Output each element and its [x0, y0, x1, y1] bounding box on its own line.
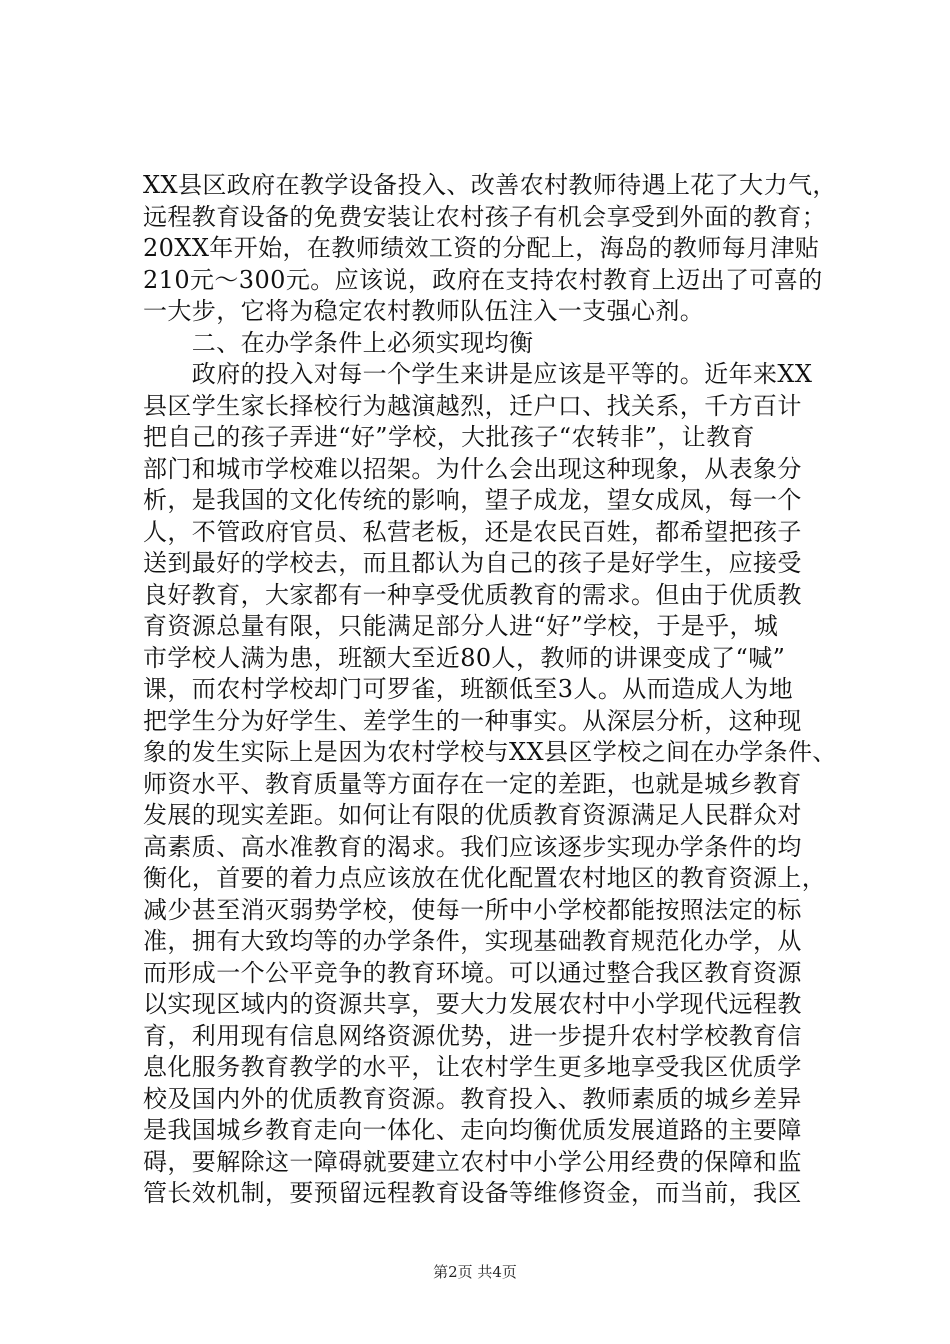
- body-text-line: 管长效机制，要预留远程教育设备等维修资金，而当前，我区: [143, 1179, 802, 1207]
- page-footer: 第2页 共4页: [433, 1263, 517, 1281]
- body-text-line: 校及国内外的优质教育资源。教育投入、教师素质的城乡差异: [143, 1084, 802, 1113]
- body-text-line: 课，而农村学校却门可罗雀，班额低至3人。从而造成人为地: [143, 675, 794, 703]
- body-text-line: 息化服务教育教学的水平，让农村学生更多地享受我区优质学: [143, 1053, 802, 1081]
- body-text-line: 以实现区域内的资源共享，要大力发展农村中小学现代远程教: [143, 990, 802, 1018]
- body-text-line: 育资源总量有限，只能满足部分人进“好”学校，于是乎，城: [143, 612, 779, 640]
- section-heading: 二、在办学条件上必须实现均衡: [143, 328, 534, 357]
- body-text-line: 把自己的孩子弄进“好”学校，大批孩子“农转非”，让教育: [143, 423, 755, 451]
- body-text-line: 师资水平、教育质量等方面存在一定的差距，也就是城乡教育: [143, 769, 802, 798]
- body-text-line: 送到最好的学校去，而且都认为自己的孩子是好学生，应接受: [143, 549, 802, 577]
- body-text-line: XX县区政府在教学设备投入、改善农村教师待遇上花了大力气，: [143, 171, 837, 199]
- body-text-line: 析，是我国的文化传统的影响，望子成龙，望女成凤，每一个: [143, 486, 802, 514]
- body-text-line: 20XX年开始，在教师绩效工资的分配上，海岛的教师每月津贴: [143, 234, 820, 262]
- body-text-line: 市学校人满为患，班额大至近80人，教师的讲课变成了“喊”: [143, 643, 786, 672]
- body-text-line: 象的发生实际上是因为农村学校与XX县区学校之间在办学条件、: [143, 738, 837, 766]
- body-text-line: 发展的现实差距。如何让有限的优质教育资源满足人民群众对: [143, 801, 802, 829]
- body-text-line: 准，拥有大致均等的办学条件，实现基础教育规范化办学，从: [143, 927, 802, 955]
- body-text-line: 育，利用现有信息网络资源优势，进一步提升农村学校教育信: [143, 1021, 802, 1050]
- body-text-line: 碍，要解除这一障碍就要建立农村中小学公用经费的保障和监: [143, 1147, 802, 1176]
- body-text-line: 远程教育设备的免费安装让农村孩子有机会享受到外面的教育；: [143, 202, 827, 231]
- body-text-line: 是我国城乡教育走向一体化、走向均衡优质发展道路的主要障: [143, 1116, 802, 1144]
- body-text-line: 人，不管政府官员、私营老板，还是农民百姓，都希望把孩子: [143, 517, 802, 546]
- body-text-line: 一大步，它将为稳定农村教师队伍注入一支强心剂。: [143, 297, 705, 325]
- body-text-line: 政府的投入对每一个学生来讲是应该是平等的。近年来XX: [143, 360, 813, 388]
- body-text-line: 县区学生家长择校行为越演越烈，迁户口、找关系，千方百计: [143, 391, 802, 420]
- body-text-line: 而形成一个公平竞争的教育环境。可以通过整合我区教育资源: [143, 958, 802, 987]
- body-text-line: 衡化，首要的着力点应该放在优化配置农村地区的教育资源上，: [143, 864, 827, 892]
- body-text-line: 高素质、高水准教育的渴求。我们应该逐步实现办学条件的均: [143, 832, 802, 861]
- body-text-line: 把学生分为好学生、差学生的一种事实。从深层分析，这种现: [143, 706, 802, 735]
- body-text-line: 部门和城市学校难以招架。为什么会出现这种现象，从表象分: [143, 454, 802, 483]
- body-text-line: 210元～300元。应该说，政府在支持农村教育上迈出了可喜的: [143, 265, 823, 294]
- body-text-line: 减少甚至消灭弱势学校，使每一所中小学校都能按照法定的标: [143, 895, 802, 924]
- body-text-line: 良好教育，大家都有一种享受优质教育的需求。但由于优质教: [143, 580, 802, 609]
